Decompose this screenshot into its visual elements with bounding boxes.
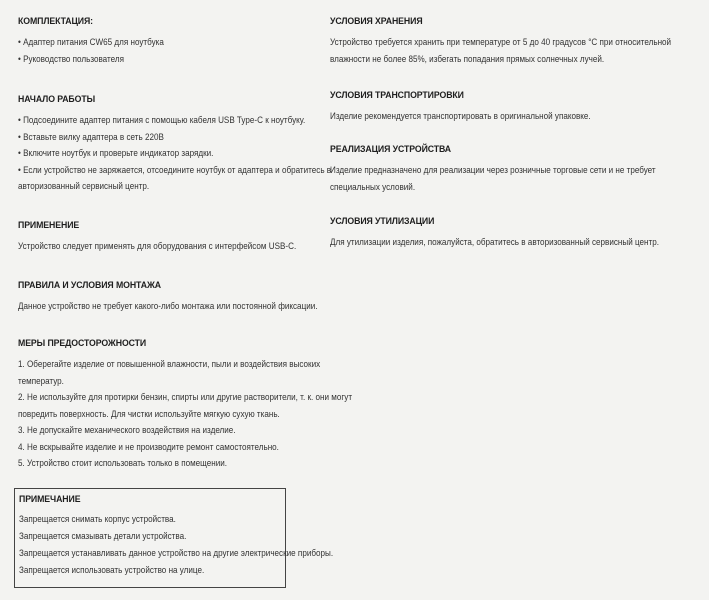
section-hranenie — [330, 16, 709, 67]
section-heading: ПРАВИЛА И УСЛОВИЯ МОНТАЖА — [18, 280, 162, 291]
list-item: 5. Устройство стоит использовать только в помещении. — [18, 458, 228, 468]
list-item: Изделие предназначено для реализации через розничные торговые сети и не требует — [330, 165, 656, 175]
list-item: Запрещается снимать корпус устройства. — [19, 514, 176, 524]
section-heading: КОМПЛЕКТАЦИЯ: — [18, 16, 93, 27]
list-item: влажности не более 85%, избегать попадания прямых солнечных лучей. — [330, 53, 605, 64]
list-item: 2. Не используйте для протирки бензин, спирты или другие растворители, т. к. они могут — [18, 392, 353, 402]
section-transportirovka — [330, 90, 620, 125]
list-item: повредить поверхность. Для чистки используйте мягкую сухую ткань. — [18, 408, 280, 419]
list-item: • Подсоедините адаптер питания с помощью кабеля USB Type-C к ноутбуку. — [18, 115, 306, 125]
section-heading: УСЛОВИЯ ТРАНСПОРТИРОВКИ — [330, 90, 464, 101]
section-utilizaciya — [330, 216, 696, 251]
section-heading: ПРИМЕНЕНИЕ — [18, 220, 80, 231]
section-montazh — [18, 280, 351, 315]
section-komplektaciya — [18, 16, 180, 67]
list-item: • Включите ноутбук и проверьте индикатор зарядки. — [18, 148, 214, 158]
list-item: 1. Оберегайте изделие от повышенной влажности, пыли и воздействия высоких — [18, 359, 321, 369]
list-item: температур. — [18, 375, 64, 386]
section-heading: МЕРЫ ПРЕДОСТОРОЖНОСТИ — [18, 338, 147, 349]
list-item: • Если устройство не заряжается, отсоедините ноутбук от адаптера и обратитесь в — [18, 164, 332, 175]
section-heading: УСЛОВИЯ УТИЛИЗАЦИИ — [330, 216, 435, 227]
list-item: • Вставьте вилку адаптера в сеть 220В — [18, 131, 164, 142]
list-item: Запрещается смазывать детали устройства. — [19, 531, 187, 541]
list-item: 4. Не вскрывайте изделие и не производите ремонт самостоятельно. — [18, 441, 279, 452]
list-item: Изделие рекомендуется транспортировать в оригинальной упаковке. — [330, 111, 591, 121]
list-item: Устройство требуется хранить при температуре от 5 до 40 градусов °С при относительной — [330, 37, 672, 47]
list-item: Запрещается использовать устройство на улице. — [19, 565, 205, 575]
list-item: специальных условий. — [330, 181, 416, 192]
section-nachalo-raboty — [18, 94, 366, 195]
section-heading: РЕАЛИЗАЦИЯ УСТРОЙСТВА — [330, 144, 452, 155]
list-item: Устройство следует применять для оборудования с интерфейсом USB-C. — [18, 241, 297, 251]
list-item: • Адаптер питания CW65 для ноутбука — [18, 37, 164, 47]
section-heading: УСЛОВИЯ ХРАНЕНИЯ — [330, 16, 423, 27]
list-item: Для утилизации изделия, пожалуйста, обратитесь в авторизованный сервисный центр. — [330, 237, 659, 247]
section-realizaciya — [330, 144, 692, 195]
list-item: авторизованный сервисный центр. — [18, 181, 150, 191]
section-mery-predostorozhnosti — [18, 338, 389, 472]
section-primenenie — [18, 220, 327, 255]
list-item: • Руководство пользователя — [18, 53, 124, 64]
note-box — [14, 488, 334, 588]
list-item: Запрещается устанавливать данное устройство на другие электрические приборы. — [19, 548, 334, 558]
section-heading: НАЧАЛО РАБОТЫ — [18, 94, 96, 105]
list-item: Данное устройство не требует какого-либо монтажа или постоянной фиксации. — [18, 301, 318, 311]
list-item: 3. Не допускайте механического воздействия на изделие. — [18, 425, 236, 435]
section-heading: ПРИМЕЧАНИЕ — [19, 494, 81, 505]
